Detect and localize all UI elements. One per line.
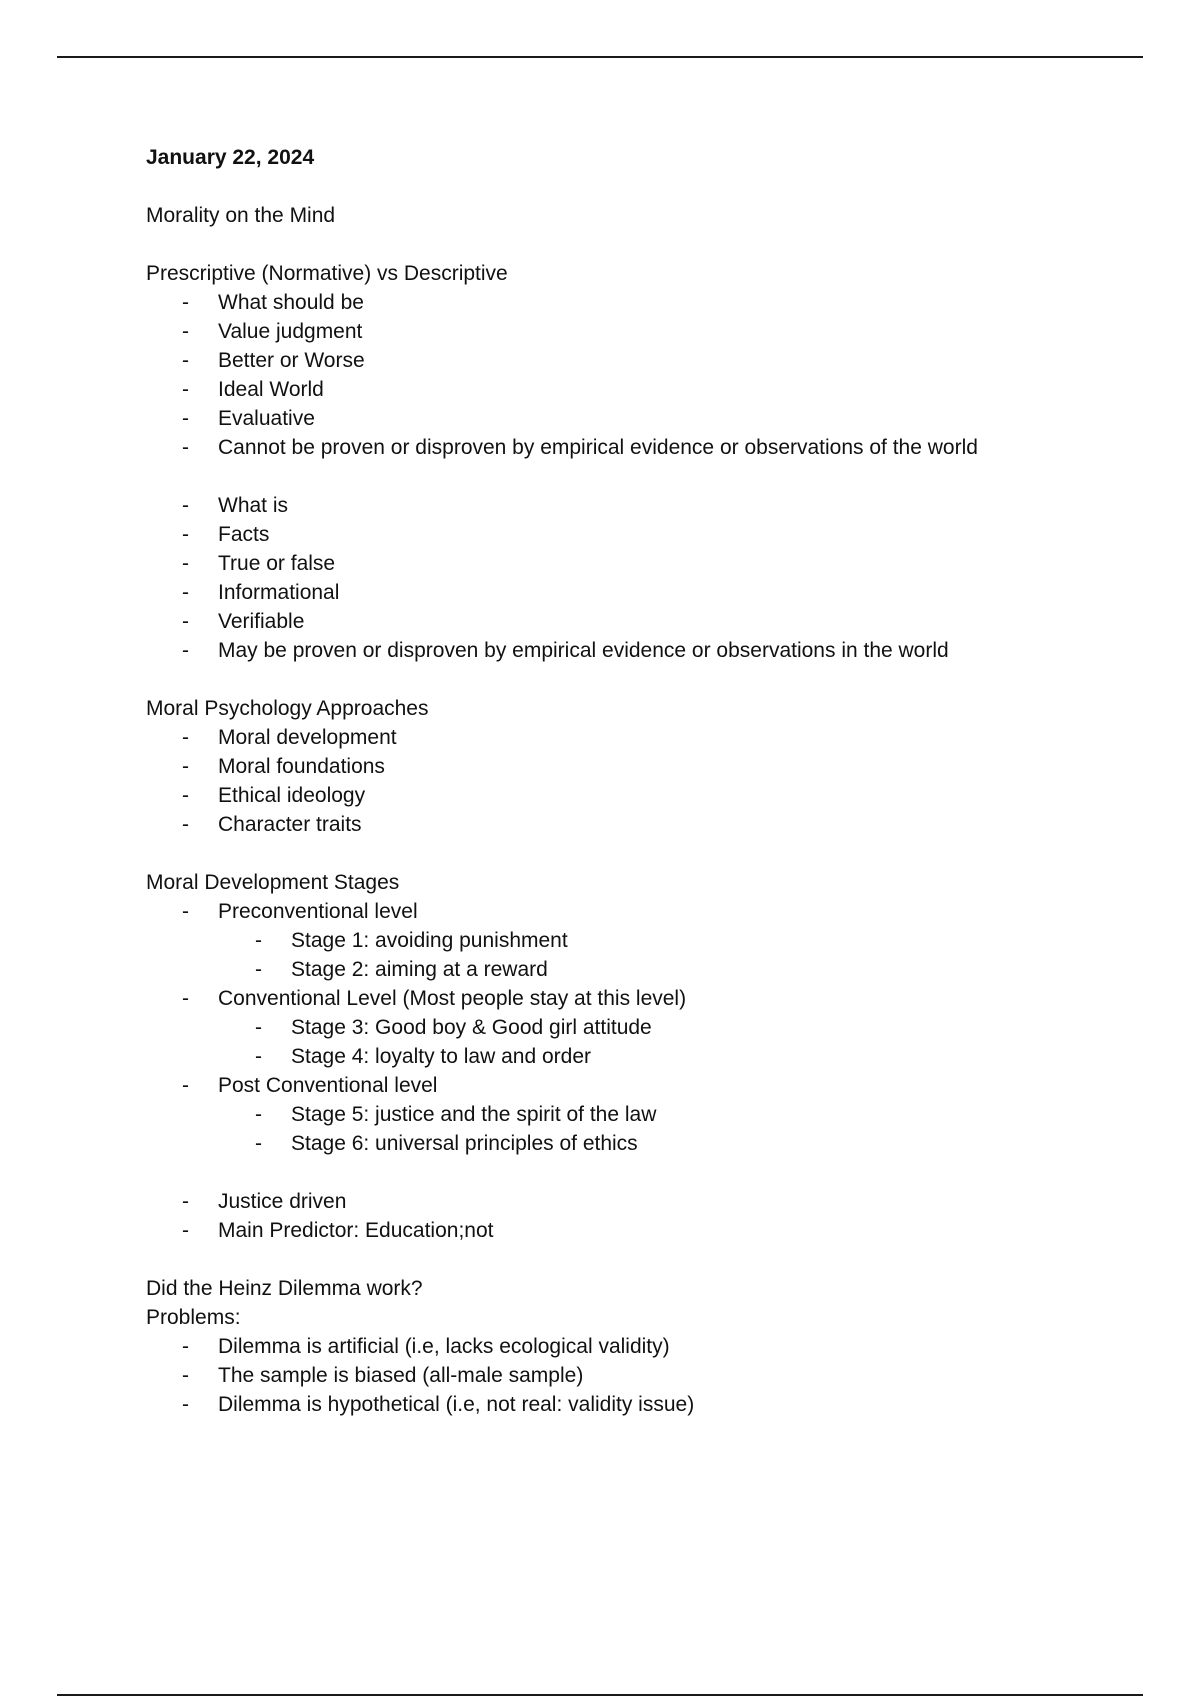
- sub-stage-list: [218, 926, 1106, 984]
- stage-notes-list: [146, 1187, 1106, 1245]
- list-item: - Moral foundations: [218, 752, 1106, 781]
- list-item: - Better or Worse: [218, 346, 1106, 375]
- list-item: - May be proven or disproven by empirical evidence or observations in the world: [218, 636, 1106, 665]
- list-item: - Verifiable: [218, 607, 1106, 636]
- list-item: - Evaluative: [218, 404, 1106, 433]
- section-heading-approaches: Moral Psychology Approaches: [146, 697, 429, 720]
- level-item: [218, 1071, 1106, 1158]
- sub-list-item: - Stage 1: avoiding punishment: [291, 926, 1106, 955]
- sub-list-item: - Stage 6: universal principles of ethics: [291, 1129, 1106, 1158]
- sub-list-item: - Stage 3: Good boy & Good girl attitude: [291, 1013, 1106, 1042]
- approaches-list: [146, 723, 1106, 839]
- stages-list: [146, 897, 1106, 1158]
- list-item: - Cannot be proven or disproven by empirical evidence or observations of the world: [218, 433, 1106, 462]
- problems-list: [146, 1332, 1106, 1419]
- list-item: - Ideal World: [218, 375, 1106, 404]
- level-label: Post Conventional level: [218, 1074, 438, 1097]
- top-rule: [57, 56, 1143, 58]
- prescriptive-list: [146, 288, 1106, 462]
- sub-list-item: - Stage 2: aiming at a reward: [291, 955, 1106, 984]
- list-item: - What should be: [218, 288, 1106, 317]
- list-item: - Justice driven: [218, 1187, 1106, 1216]
- list-item: - True or false: [218, 549, 1106, 578]
- list-item: - What is: [218, 491, 1106, 520]
- list-item: - Main Predictor: Education;not: [218, 1216, 1106, 1245]
- sub-list-item: - Stage 5: justice and the spirit of the law: [291, 1100, 1106, 1129]
- level-label: Preconventional level: [218, 900, 418, 923]
- level-item: [218, 984, 1106, 1071]
- list-item: - Informational: [218, 578, 1106, 607]
- document-body: [146, 143, 1106, 1419]
- note-topic: Morality on the Mind: [146, 204, 336, 227]
- level-item: [218, 897, 1106, 984]
- sub-stage-list: [218, 1100, 1106, 1158]
- list-item: - Dilemma is artificial (i.e, lacks ecological validity): [218, 1332, 1106, 1361]
- bottom-rule: [57, 1694, 1143, 1696]
- problems-label: Problems:: [146, 1306, 241, 1329]
- sub-stage-list: [218, 1013, 1106, 1071]
- list-item: - Dilemma is hypothetical (i.e, not real: validity issue): [218, 1390, 1106, 1419]
- descriptive-list: [146, 491, 1106, 665]
- list-item: - Character traits: [218, 810, 1106, 839]
- list-item: - The sample is biased (all-male sample): [218, 1361, 1106, 1390]
- sub-list-item: - Stage 4: loyalty to law and order: [291, 1042, 1106, 1071]
- list-item: - Ethical ideology: [218, 781, 1106, 810]
- heinz-question: Did the Heinz Dilemma work?: [146, 1277, 423, 1300]
- section-heading-stages: Moral Development Stages: [146, 871, 400, 894]
- list-item: - Value judgment: [218, 317, 1106, 346]
- section-heading-prescriptive: Prescriptive (Normative) vs Descriptive: [146, 262, 508, 285]
- note-date: January 22, 2024: [146, 146, 315, 169]
- level-label: Conventional Level (Most people stay at this level): [218, 987, 687, 1010]
- list-item: - Facts: [218, 520, 1106, 549]
- list-item: - Moral development: [218, 723, 1106, 752]
